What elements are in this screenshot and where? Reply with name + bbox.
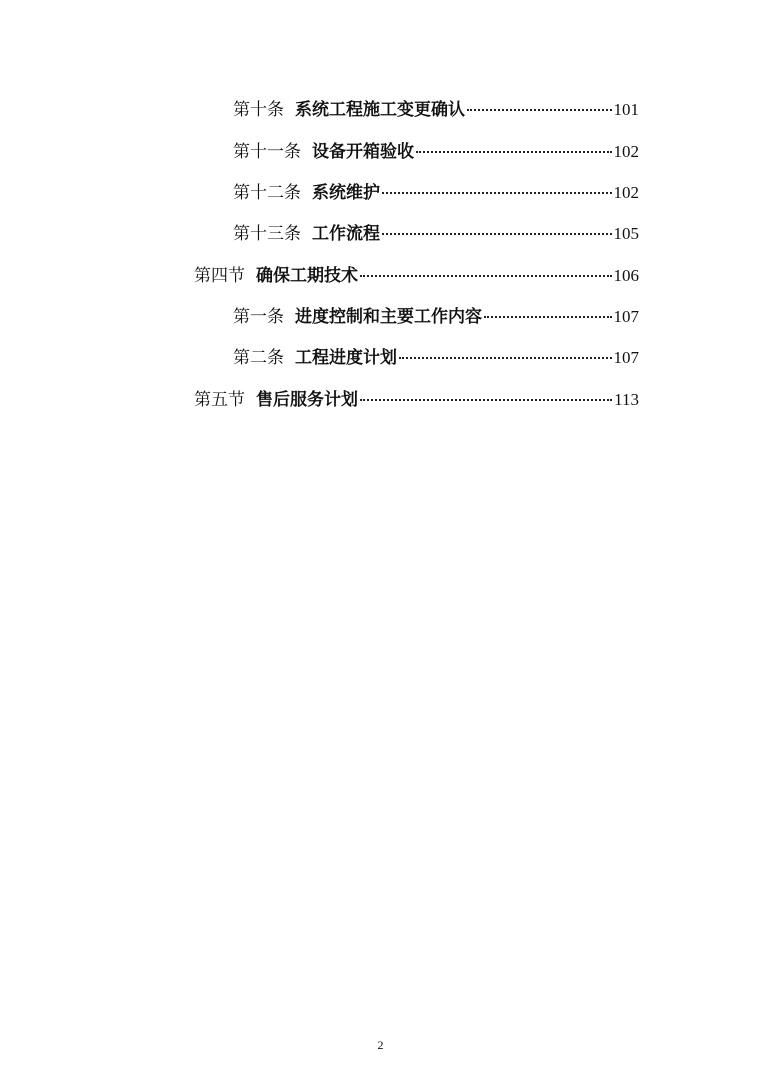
- toc-entry-number: 第二条: [233, 348, 284, 368]
- toc-entry-number: 第十一条: [233, 142, 301, 162]
- dot-leader: [382, 191, 612, 194]
- toc-entry[interactable]: [233, 305, 639, 329]
- toc-entry[interactable]: [233, 222, 639, 246]
- toc-entry-page: 105: [613, 224, 639, 243]
- toc-entry-title: 系统工程施工变更确认: [295, 100, 465, 120]
- toc-entry[interactable]: [233, 346, 639, 370]
- toc-entry-title: 系统维护: [312, 183, 380, 203]
- toc-entry-number: 第十条: [233, 100, 284, 120]
- toc-entry-number: 第五节: [194, 390, 245, 410]
- dot-leader: [416, 150, 612, 153]
- toc-entry-page: 101: [613, 100, 639, 119]
- toc-entry[interactable]: [233, 98, 639, 122]
- toc-entry-page: 107: [613, 307, 639, 326]
- toc-entry-title: 工作流程: [312, 224, 380, 244]
- toc-entry[interactable]: [194, 264, 639, 288]
- toc-entry-title: 设备开箱验收: [312, 142, 414, 162]
- toc-entry-number: 第一条: [233, 307, 284, 327]
- toc-entry[interactable]: [194, 388, 639, 412]
- toc-entry[interactable]: [233, 140, 639, 164]
- toc-entry[interactable]: [233, 181, 639, 205]
- toc-entry-number: 第十三条: [233, 224, 301, 244]
- dot-leader: [399, 356, 612, 359]
- toc-entry-title: 进度控制和主要工作内容: [295, 307, 482, 327]
- dot-leader: [467, 108, 612, 111]
- toc-entry-title: 售后服务计划: [256, 390, 358, 410]
- dot-leader: [382, 232, 612, 235]
- toc-entry-page: 107: [613, 348, 639, 367]
- toc-entry-number: 第四节: [194, 266, 245, 286]
- dot-leader: [360, 398, 612, 401]
- dot-leader: [484, 315, 612, 318]
- toc-entry-title: 工程进度计划: [295, 348, 397, 368]
- toc-entry-page: 106: [613, 266, 639, 285]
- toc-entry-page: 113: [614, 390, 639, 409]
- toc-entry-title: 确保工期技术: [256, 266, 358, 286]
- toc-entry-page: 102: [613, 142, 639, 161]
- toc-entry-page: 102: [613, 183, 639, 202]
- toc-entry-number: 第十二条: [233, 183, 301, 203]
- dot-leader: [360, 274, 612, 277]
- page-number: 2: [377, 1038, 384, 1052]
